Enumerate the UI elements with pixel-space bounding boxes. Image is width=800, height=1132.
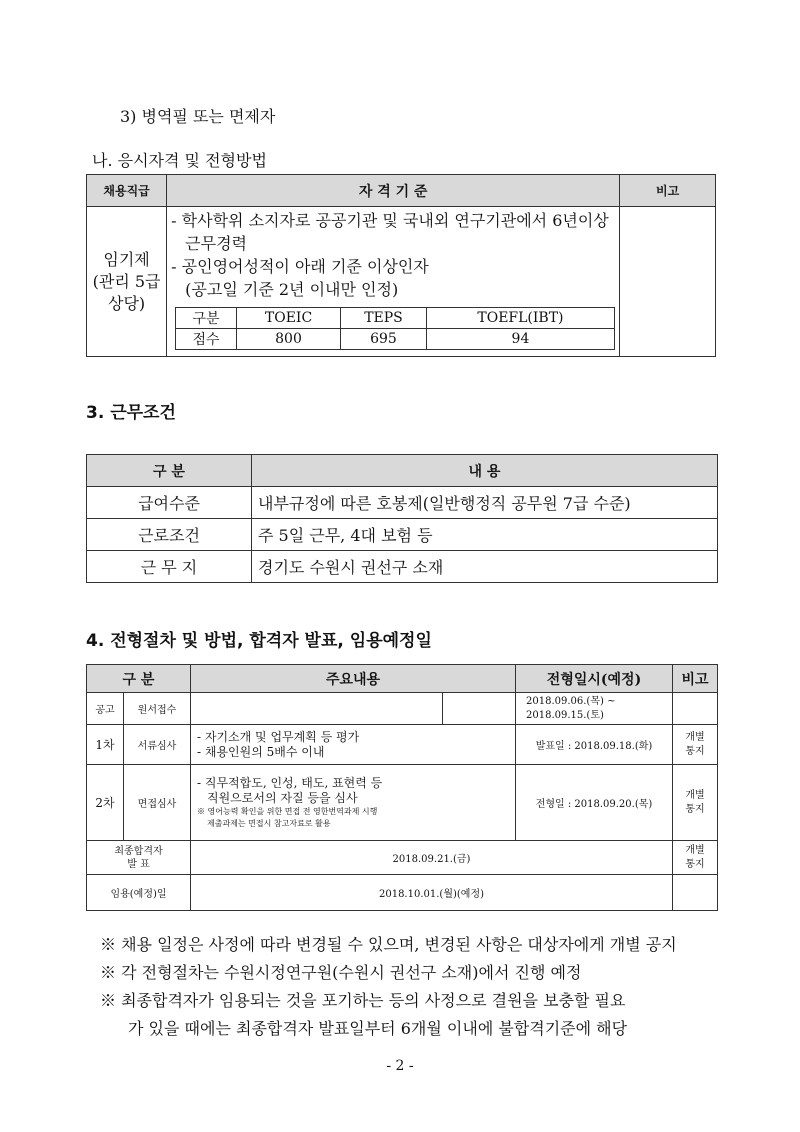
proc-step: 면접심사 [124,765,191,841]
proc-note [673,765,718,841]
cond-value: 경기도 수원시 권선구 소재 [252,551,718,583]
section-3-title: 3. 근무조건 [86,403,176,423]
cond-label: 근 무 지 [87,551,252,583]
cond-header-content: 내 용 [252,455,718,487]
proc-header-content: 주요내용 [191,665,516,693]
section-4-title: 4. 전형절차 및 방법, 합격자 발표, 임용예정일 [86,631,432,651]
proc-note [673,841,718,875]
proc-stage: 1차 [87,725,124,765]
proc-note-line: 개별 [685,731,705,743]
score-cell: 94 [426,329,614,350]
proc-step: 원서접수 [124,693,191,725]
proc-header-date: 전형일시(예정) [516,665,673,693]
cond-header-category: 구 분 [87,455,252,487]
proc-final-label [87,841,191,875]
criteria-line-4: (공고일 기준 2년 이내만 인정) [185,280,399,299]
proc-content-line: - 자기소개 및 업무계획 등 평가 [197,729,360,744]
proc-header-note: 비고 [673,665,718,693]
proc-date-line: 2018.09.15.(토) [526,709,604,721]
header-note: 비고 [620,175,716,207]
proc-final-line: 최종합격자 [114,845,163,857]
note-line: ※ 채용 일정은 사정에 따라 변경될 수 있으며, 변경된 사항은 대상자에게 개별 공지 [100,935,677,954]
table-row [87,765,718,841]
header-grade: 채용직급 [87,175,167,207]
proc-note-line: 통지 [685,803,705,815]
table-row [87,875,718,911]
proc-content [191,725,516,765]
proc-date [516,693,673,725]
criteria-line-1: - 학사학위 소지자로 공공기관 및 국내외 연구기관에서 6년이상 [171,211,609,230]
proc-content-line: ※ 영어능력 확인을 위한 면접 전 영한번역과제 시행 [197,806,378,816]
cond-label: 급여수준 [87,487,252,519]
proc-date-line: 2018.09.06.(목) ~ [526,695,616,707]
grade-line-2: (관리 5급 [92,271,161,291]
proc-step: 서류심사 [124,725,191,765]
table-row [87,487,718,519]
score-cell: 800 [236,329,340,350]
criteria-line-2: 근무경력 [185,234,247,253]
proc-final-line: 발 표 [127,858,150,870]
table-row [87,841,718,875]
proc-appoint-label: 임용(예정)일 [87,875,191,911]
criteria-line-3: - 공인영어성적이 아래 기준 이상인자 [171,257,429,276]
proc-content-line: - 직무적합도, 인성, 태도, 표현력 등 [197,775,383,790]
score-header-cell: TEPS [341,308,427,329]
proc-content [191,765,516,841]
table-row [87,725,718,765]
proc-date: 발표일 : 2018.09.18.(화) [516,725,673,765]
score-cell: 695 [341,329,427,350]
qualification-table [86,174,716,357]
proc-stage: 2차 [87,765,124,841]
table-row [87,693,718,725]
proc-note-line: 개별 [685,789,705,801]
item-3-text: 3) 병역필 또는 면제자 [120,107,276,126]
note-cell [620,207,716,357]
note-line: 가 있을 때에는 최종합격자 발표일부터 6개월 이내에 불합격기준에 해당 [128,1019,628,1038]
proc-stage: 공고 [87,693,124,725]
proc-note [673,725,718,765]
cond-label: 근로조건 [87,519,252,551]
proc-note-line: 통지 [685,745,705,757]
proc-header-category: 구 분 [87,665,191,693]
note-line: ※ 각 전형절차는 수원시정연구원(수원시 권선구 소재)에서 진행 예정 [100,963,582,982]
procedure-table [86,664,718,911]
note-line: ※ 최종합격자가 임용되는 것을 포기하는 등의 사정으로 결원을 보충할 필요 [100,991,626,1010]
criteria-cell [167,207,620,357]
table-row [87,551,718,583]
proc-note-line: 통지 [685,858,705,870]
proc-date: 전형일 : 2018.09.20.(목) [516,765,673,841]
score-header-cell: TOEIC [236,308,340,329]
proc-content-line: 직원으로서의 자질 등을 심사 [207,790,358,805]
proc-note-line: 개별 [685,844,705,856]
proc-content-line: 제출과제는 면접시 참고자료로 활용 [207,818,331,828]
table-row [87,519,718,551]
score-cell: 점수 [176,329,237,350]
cond-value: 내부규정에 따른 호봉제(일반행정직 공무원 7급 수준) [252,487,718,519]
cond-value: 주 5일 근무, 4대 보험 등 [252,519,718,551]
grade-line-1: 임기제 [103,249,150,269]
conditions-table [86,454,718,583]
page-number: - 2 - [386,1058,414,1074]
proc-final-date: 2018.09.21.(금) [191,841,673,875]
score-table [175,307,615,350]
score-header-cell: TOEFL(IBT) [426,308,614,329]
score-header-cell: 구분 [176,308,237,329]
grade-cell [87,207,167,357]
section-na-title: 나. 응시자격 및 전형방법 [92,151,267,170]
proc-appoint-date: 2018.10.01.(월)(예정) [191,875,673,911]
grade-line-3: 상당) [108,293,146,313]
header-criteria: 자 격 기 준 [167,175,620,207]
proc-content-line: - 채용인원의 5배수 이내 [197,744,325,759]
